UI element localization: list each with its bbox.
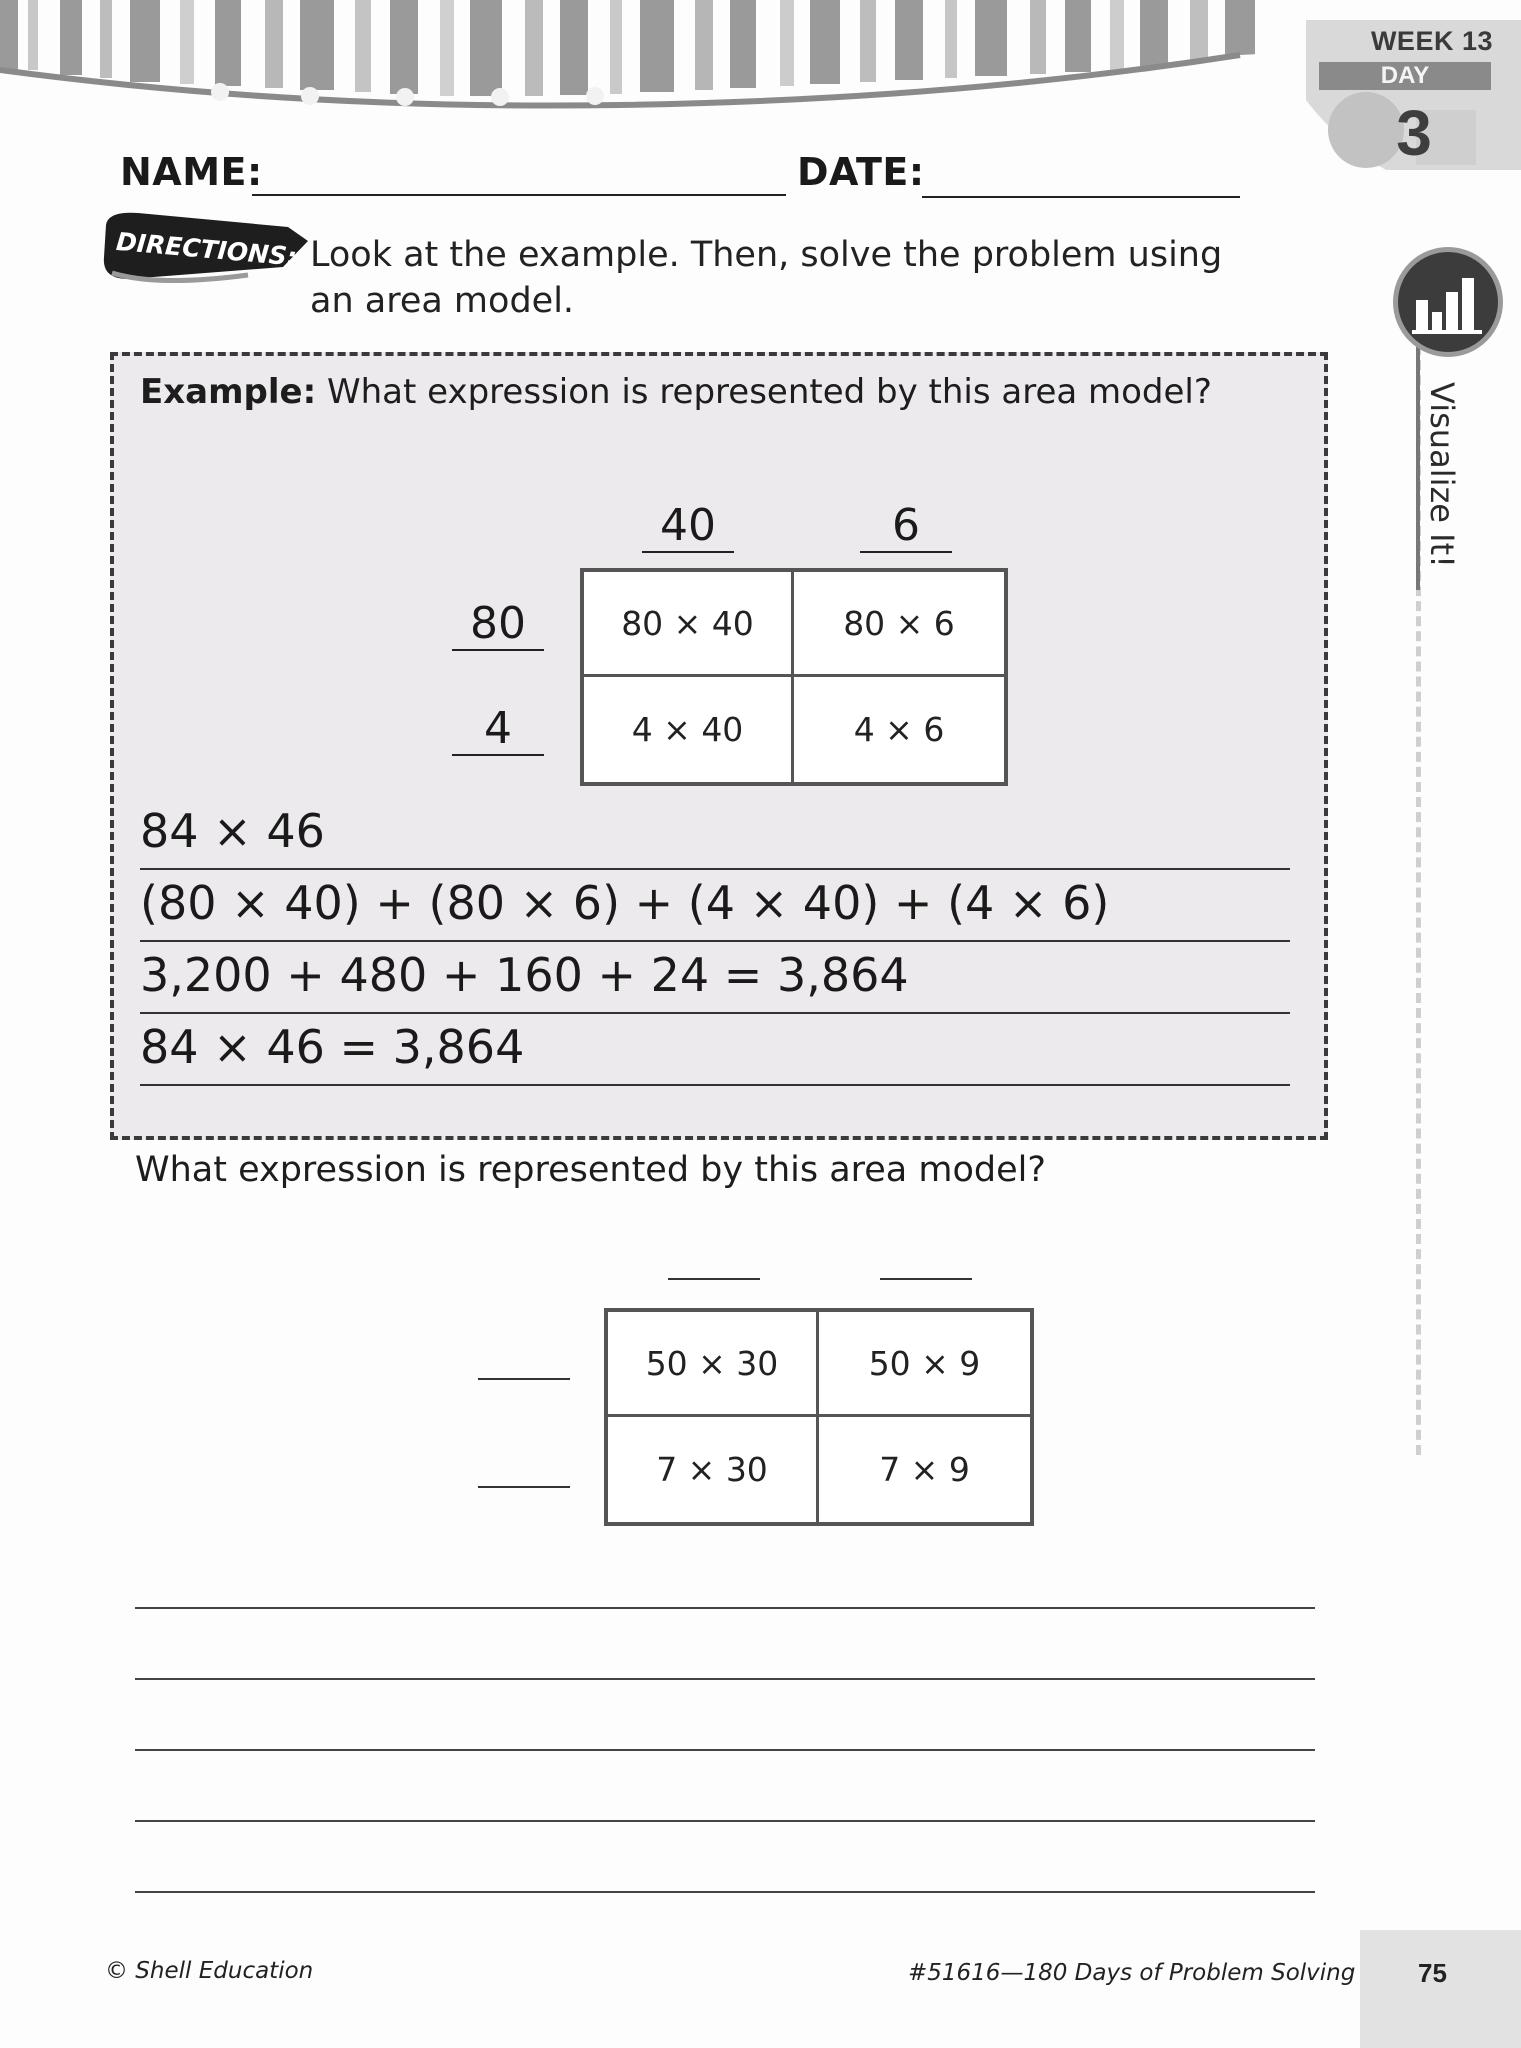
directions-badge [98, 207, 313, 287]
banner-stripes-graphic [0, 0, 1521, 120]
example-work-line: 84 × 46 = 3,864 [140, 1014, 1290, 1086]
day-label: DAY [1319, 62, 1491, 90]
problem-side-blank-1[interactable] [478, 1378, 570, 1380]
date-label: DATE: [797, 150, 925, 194]
problem-cell: 50 × 9 [819, 1312, 1030, 1417]
answer-line[interactable] [135, 1678, 1315, 1680]
example-label: Example: [140, 372, 317, 412]
example-cell: 4 × 6 [853, 710, 945, 749]
week-label: WEEK 13 [1370, 26, 1493, 56]
day-number: 3 [1396, 97, 1432, 169]
example-cell: 80 × 6 [794, 572, 1004, 677]
bar-chart-icon [1393, 247, 1503, 357]
problem-area-model [604, 1308, 1034, 1526]
example-area-model [580, 568, 1008, 786]
page-number-tab [1360, 1930, 1521, 2048]
answer-line[interactable] [135, 1749, 1315, 1751]
example-work-line: 84 × 46 [140, 798, 1290, 870]
bar-chart-glyph [1398, 252, 1498, 352]
example-cell: 4 × 40 [584, 677, 794, 782]
example-side-value-2: 4 [452, 703, 544, 756]
example-top-value-2: 6 [860, 500, 952, 553]
answer-line[interactable] [135, 1891, 1315, 1893]
answer-line[interactable] [135, 1607, 1315, 1609]
name-field[interactable] [252, 194, 786, 196]
example-work-line: (80 × 40) + (80 × 6) + (4 × 40) + (4 × 6) [140, 870, 1290, 942]
date-field[interactable] [922, 196, 1240, 198]
problem-cell: 7 × 9 [879, 1450, 970, 1489]
example-work-line: 3,200 + 480 + 160 + 24 = 3,864 [140, 942, 1290, 1014]
directions-arrow-graphic [98, 207, 313, 287]
problem-side-blank-2[interactable] [478, 1486, 570, 1488]
problem-cell: 50 × 30 [608, 1312, 819, 1417]
name-label: NAME: [120, 150, 263, 194]
answer-line[interactable] [135, 1820, 1315, 1822]
page-number: 75 [1418, 1958, 1447, 1988]
problem-top-blank-2[interactable] [880, 1278, 972, 1280]
visualize-it-label: Visualize It! [1423, 382, 1461, 568]
top-banner [0, 0, 1521, 120]
section-title-vertical [1392, 355, 1492, 595]
problem-question: What expression is represented by this area model? [135, 1150, 1046, 1190]
example-top-value-1: 40 [642, 500, 734, 553]
book-title-text: #51616—180 Days of Problem Solving [908, 1960, 1356, 1986]
problem-cell: 7 × 30 [608, 1417, 819, 1522]
problem-top-blank-1[interactable] [668, 1278, 760, 1280]
directions-badge-text: DIRECTIONS: [114, 226, 299, 272]
directions-text: Look at the example. Then, solve the problem using an area model. [310, 235, 1223, 321]
example-question [140, 372, 1212, 412]
example-question-text: What expression is represented by this area model? [327, 372, 1212, 412]
example-side-value-1: 80 [452, 598, 544, 651]
copyright-text: © Shell Education [105, 1958, 314, 1984]
example-cell: 80 × 40 [584, 572, 794, 677]
